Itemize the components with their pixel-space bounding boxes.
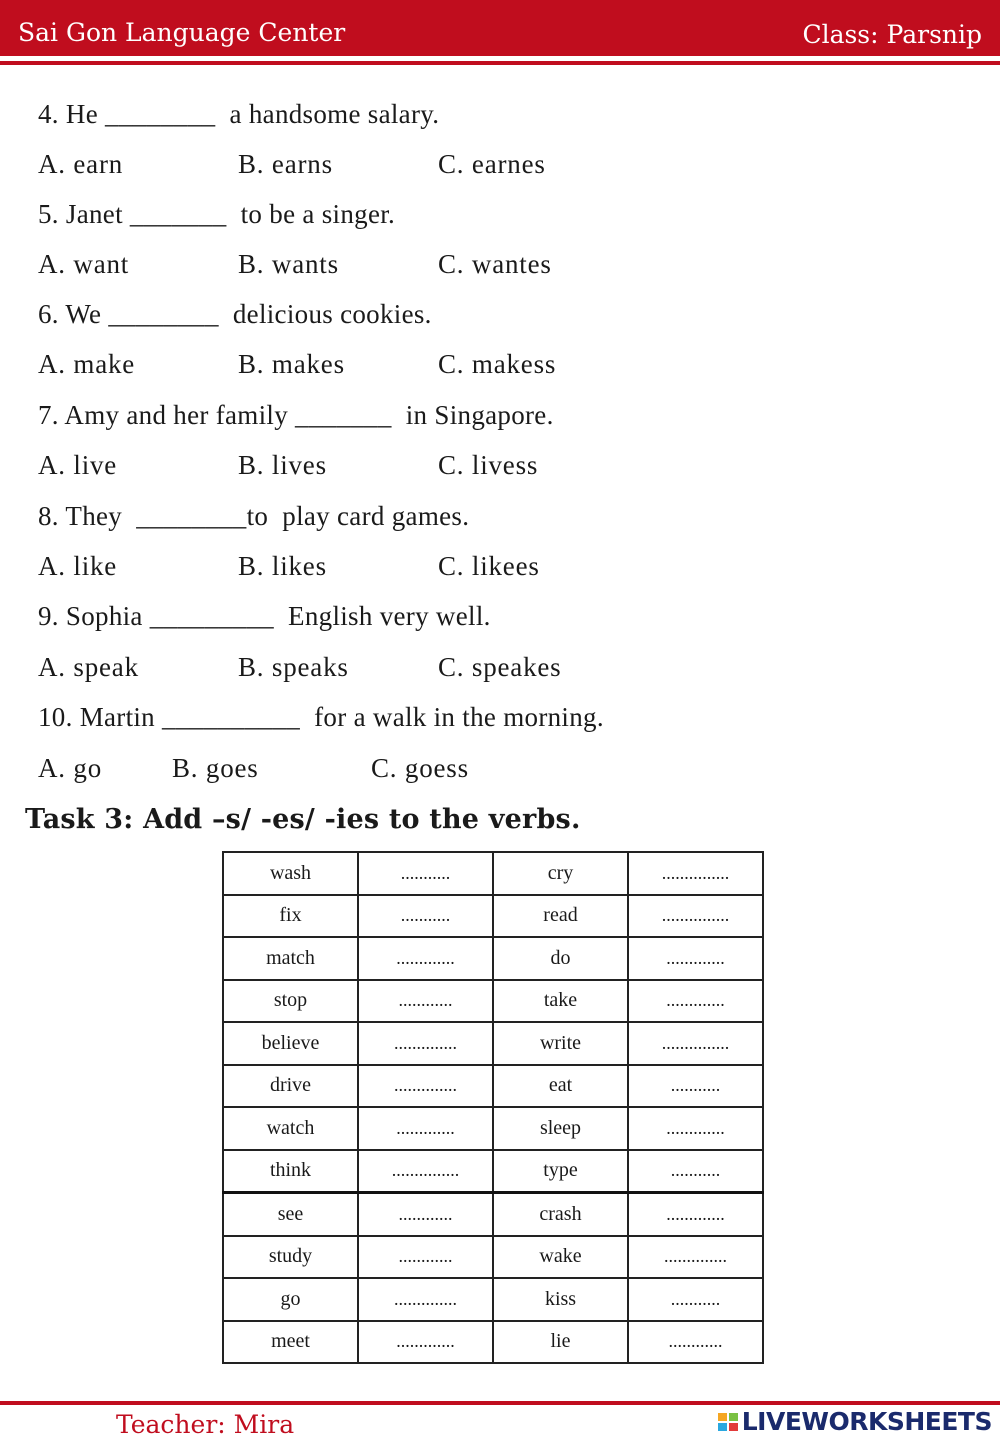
verb-cell: cry [493, 852, 628, 895]
liveworksheets-logo [717, 1407, 992, 1436]
answer-blank[interactable]: ............ [628, 1321, 763, 1364]
answer-blank[interactable]: ............. [628, 1193, 763, 1236]
question-7-option-b: B. lives [238, 450, 327, 480]
question-4-option-a: A. earn [38, 149, 124, 179]
question-5-option-a: A. want [38, 249, 130, 279]
answer-blank[interactable]: ............. [358, 1321, 493, 1364]
answer-blank[interactable]: ............... [628, 895, 763, 938]
verb-cell: take [493, 980, 628, 1023]
question-5-option-c: C. wantes [438, 249, 552, 279]
verb-cell: sleep [493, 1107, 628, 1150]
answer-blank[interactable]: ........... [358, 852, 493, 895]
liveworksheets-icon [717, 1411, 739, 1433]
verb-cell: write [493, 1022, 628, 1065]
verb-cell: drive [223, 1065, 358, 1108]
question-6-option-b: B. makes [238, 349, 345, 379]
answer-blank[interactable]: ........... [628, 1278, 763, 1321]
header-bar [0, 0, 1000, 56]
table-row [223, 1236, 763, 1279]
answer-blank[interactable]: ............... [628, 852, 763, 895]
task-3-title: Task 3: Add –s/ -es/ -ies to the verbs. [25, 804, 581, 835]
verb-cell: believe [223, 1022, 358, 1065]
answer-blank[interactable]: ........... [358, 895, 493, 938]
question-4-option-b: B. earns [238, 149, 333, 179]
question-6-stem: 6. We ________ delicious cookies. [38, 299, 432, 329]
question-5-option-b: B. wants [238, 249, 339, 279]
question-8-option-c: C. likees [438, 551, 540, 581]
question-9-option-b: B. speaks [238, 652, 349, 682]
table-row [223, 1150, 763, 1193]
brand-name: LIVEWORKSHEETS [741, 1407, 992, 1436]
verb-cell: go [223, 1278, 358, 1321]
footer-divider [0, 1401, 1000, 1405]
verb-cell: lie [493, 1321, 628, 1364]
question-10-option-c: C. goess [371, 753, 469, 783]
answer-blank[interactable]: ............ [358, 1193, 493, 1236]
table-row [223, 1065, 763, 1108]
table-row [223, 852, 763, 895]
answer-blank[interactable]: ............... [358, 1150, 493, 1193]
answer-blank[interactable]: .............. [628, 1236, 763, 1279]
question-6-option-c: C. makess [438, 349, 557, 379]
table-row [223, 1321, 763, 1364]
table-row [223, 1107, 763, 1150]
question-4-option-c: C. earnes [438, 149, 546, 179]
question-10-option-b: B. goes [172, 753, 259, 783]
answer-blank[interactable]: ............. [628, 980, 763, 1023]
verb-cell: see [223, 1193, 358, 1236]
verb-cell: meet [223, 1321, 358, 1364]
verb-cell: match [223, 937, 358, 980]
answer-blank[interactable]: ............ [358, 980, 493, 1023]
verb-cell: study [223, 1236, 358, 1279]
answer-blank[interactable]: .............. [358, 1065, 493, 1108]
verb-cell: watch [223, 1107, 358, 1150]
header-divider [0, 61, 1000, 65]
table-row [223, 1022, 763, 1065]
question-7-option-c: C. livess [438, 450, 539, 480]
answer-blank[interactable]: ............. [628, 1107, 763, 1150]
question-8-option-a: A. like [38, 551, 118, 581]
answer-blank[interactable]: .............. [358, 1022, 493, 1065]
verb-table [222, 851, 764, 1364]
question-7-stem: 7. Amy and her family _______ in Singapore. [38, 400, 554, 430]
verb-cell: eat [493, 1065, 628, 1108]
answer-blank[interactable]: ............. [358, 1107, 493, 1150]
table-row [223, 1278, 763, 1321]
table-row [223, 1193, 763, 1236]
verb-cell: stop [223, 980, 358, 1023]
verb-cell: wake [493, 1236, 628, 1279]
verb-cell: crash [493, 1193, 628, 1236]
answer-blank[interactable]: ............. [358, 937, 493, 980]
teacher-name: Teacher: Mira [116, 1410, 295, 1439]
verb-cell: fix [223, 895, 358, 938]
table-row [223, 937, 763, 980]
question-4-stem: 4. He ________ a handsome salary. [38, 99, 440, 129]
class-label: Class: Parsnip [802, 20, 982, 49]
question-10-option-a: A. go [38, 753, 102, 783]
answer-blank[interactable]: ............. [628, 937, 763, 980]
verb-cell: wash [223, 852, 358, 895]
question-9-stem: 9. Sophia _________ English very well. [38, 601, 491, 631]
question-7-option-a: A. live [38, 450, 118, 480]
verb-cell: type [493, 1150, 628, 1193]
question-5-stem: 5. Janet _______ to be a singer. [38, 199, 396, 229]
answer-blank[interactable]: ........... [628, 1065, 763, 1108]
table-row [223, 980, 763, 1023]
school-name: Sai Gon Language Center [18, 18, 346, 47]
question-8-stem: 8. They ________to play card games. [38, 501, 470, 531]
verb-cell: kiss [493, 1278, 628, 1321]
answer-blank[interactable]: ............ [358, 1236, 493, 1279]
verb-cell: do [493, 937, 628, 980]
question-9-option-c: C. speakes [438, 652, 562, 682]
answer-blank[interactable]: .............. [358, 1278, 493, 1321]
question-9-option-a: A. speak [38, 652, 139, 682]
question-8-option-b: B. likes [238, 551, 327, 581]
answer-blank[interactable]: ........... [628, 1150, 763, 1193]
verb-cell: read [493, 895, 628, 938]
question-10-stem: 10. Martin __________ for a walk in the morning. [38, 702, 604, 732]
question-6-option-a: A. make [38, 349, 136, 379]
table-row [223, 895, 763, 938]
answer-blank[interactable]: ............... [628, 1022, 763, 1065]
verb-cell: think [223, 1150, 358, 1193]
